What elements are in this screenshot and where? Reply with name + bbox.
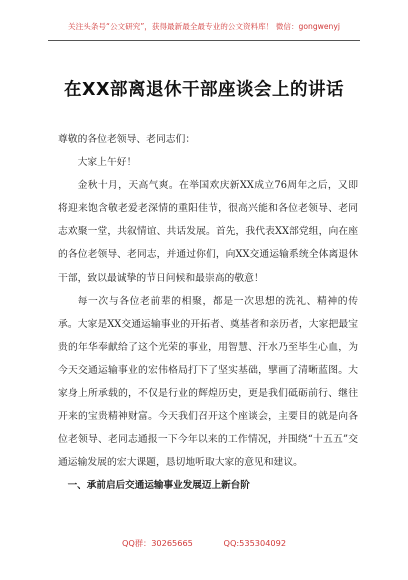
header-divider — [48, 40, 360, 41]
document-title: 在XX部离退休干部座谈会上的讲话 — [64, 80, 344, 100]
footer-qq-group: QQ群：30265665 — [121, 538, 193, 548]
footer-qq-contact: QQ:535304092 — [223, 538, 287, 548]
body-paragraph: 金秋十月，天高气爽。在举国欢庆新XX成立76周年之后，又即将迎来饱含敬老爱老深情的重阳佳节，很高兴能和各位老领导、老同志欢聚一堂，共叙情谊、共话发展。首先，我代表XX部党组，向在座的各位老领导、老同志，并通过你们，向XX交通运输系统全体离退休干部，致以最诚挚的节日问候和最崇高的敬意！ — [58, 180, 358, 284]
section-heading: 一、承前启后交通运输事业发展迈上新台阶 — [67, 480, 250, 492]
document-body — [58, 128, 358, 498]
salutation: 尊敬的各位老领导、老同志们： — [58, 134, 196, 145]
body-paragraph: 每一次与各位老前辈的相聚，都是一次思想的洗礼、精神的传承。大家是XX交通运输事业的开拓者、奠基者和亲历者，大家把最宝贵的年华奉献给了这个光荣的事业，用智慧、汗水乃至毕生心血，为今天交通运输事业的宏伟格局打下了坚实基础，擘画了清晰蓝图。大家身上所承载的，不仅是行业的辉煌历史，更是我们砥砺前行、继往开来的宝贵精神财富。今天我们召开这个座谈会，主要目的就是向各位老领导、老同志通报一下今年以来的工作情况，并围绕“十五五”交通运输发展的宏大课题，恳切地听取大家的意见和建议。 — [58, 295, 358, 469]
footer — [0, 538, 408, 549]
header-banner: 关注头条号“公文研究”，获得最新最全最专业的公文资料库！ 微信：gongwenyj — [68, 22, 340, 31]
greeting-paragraph: 大家上午好！ — [77, 157, 137, 169]
